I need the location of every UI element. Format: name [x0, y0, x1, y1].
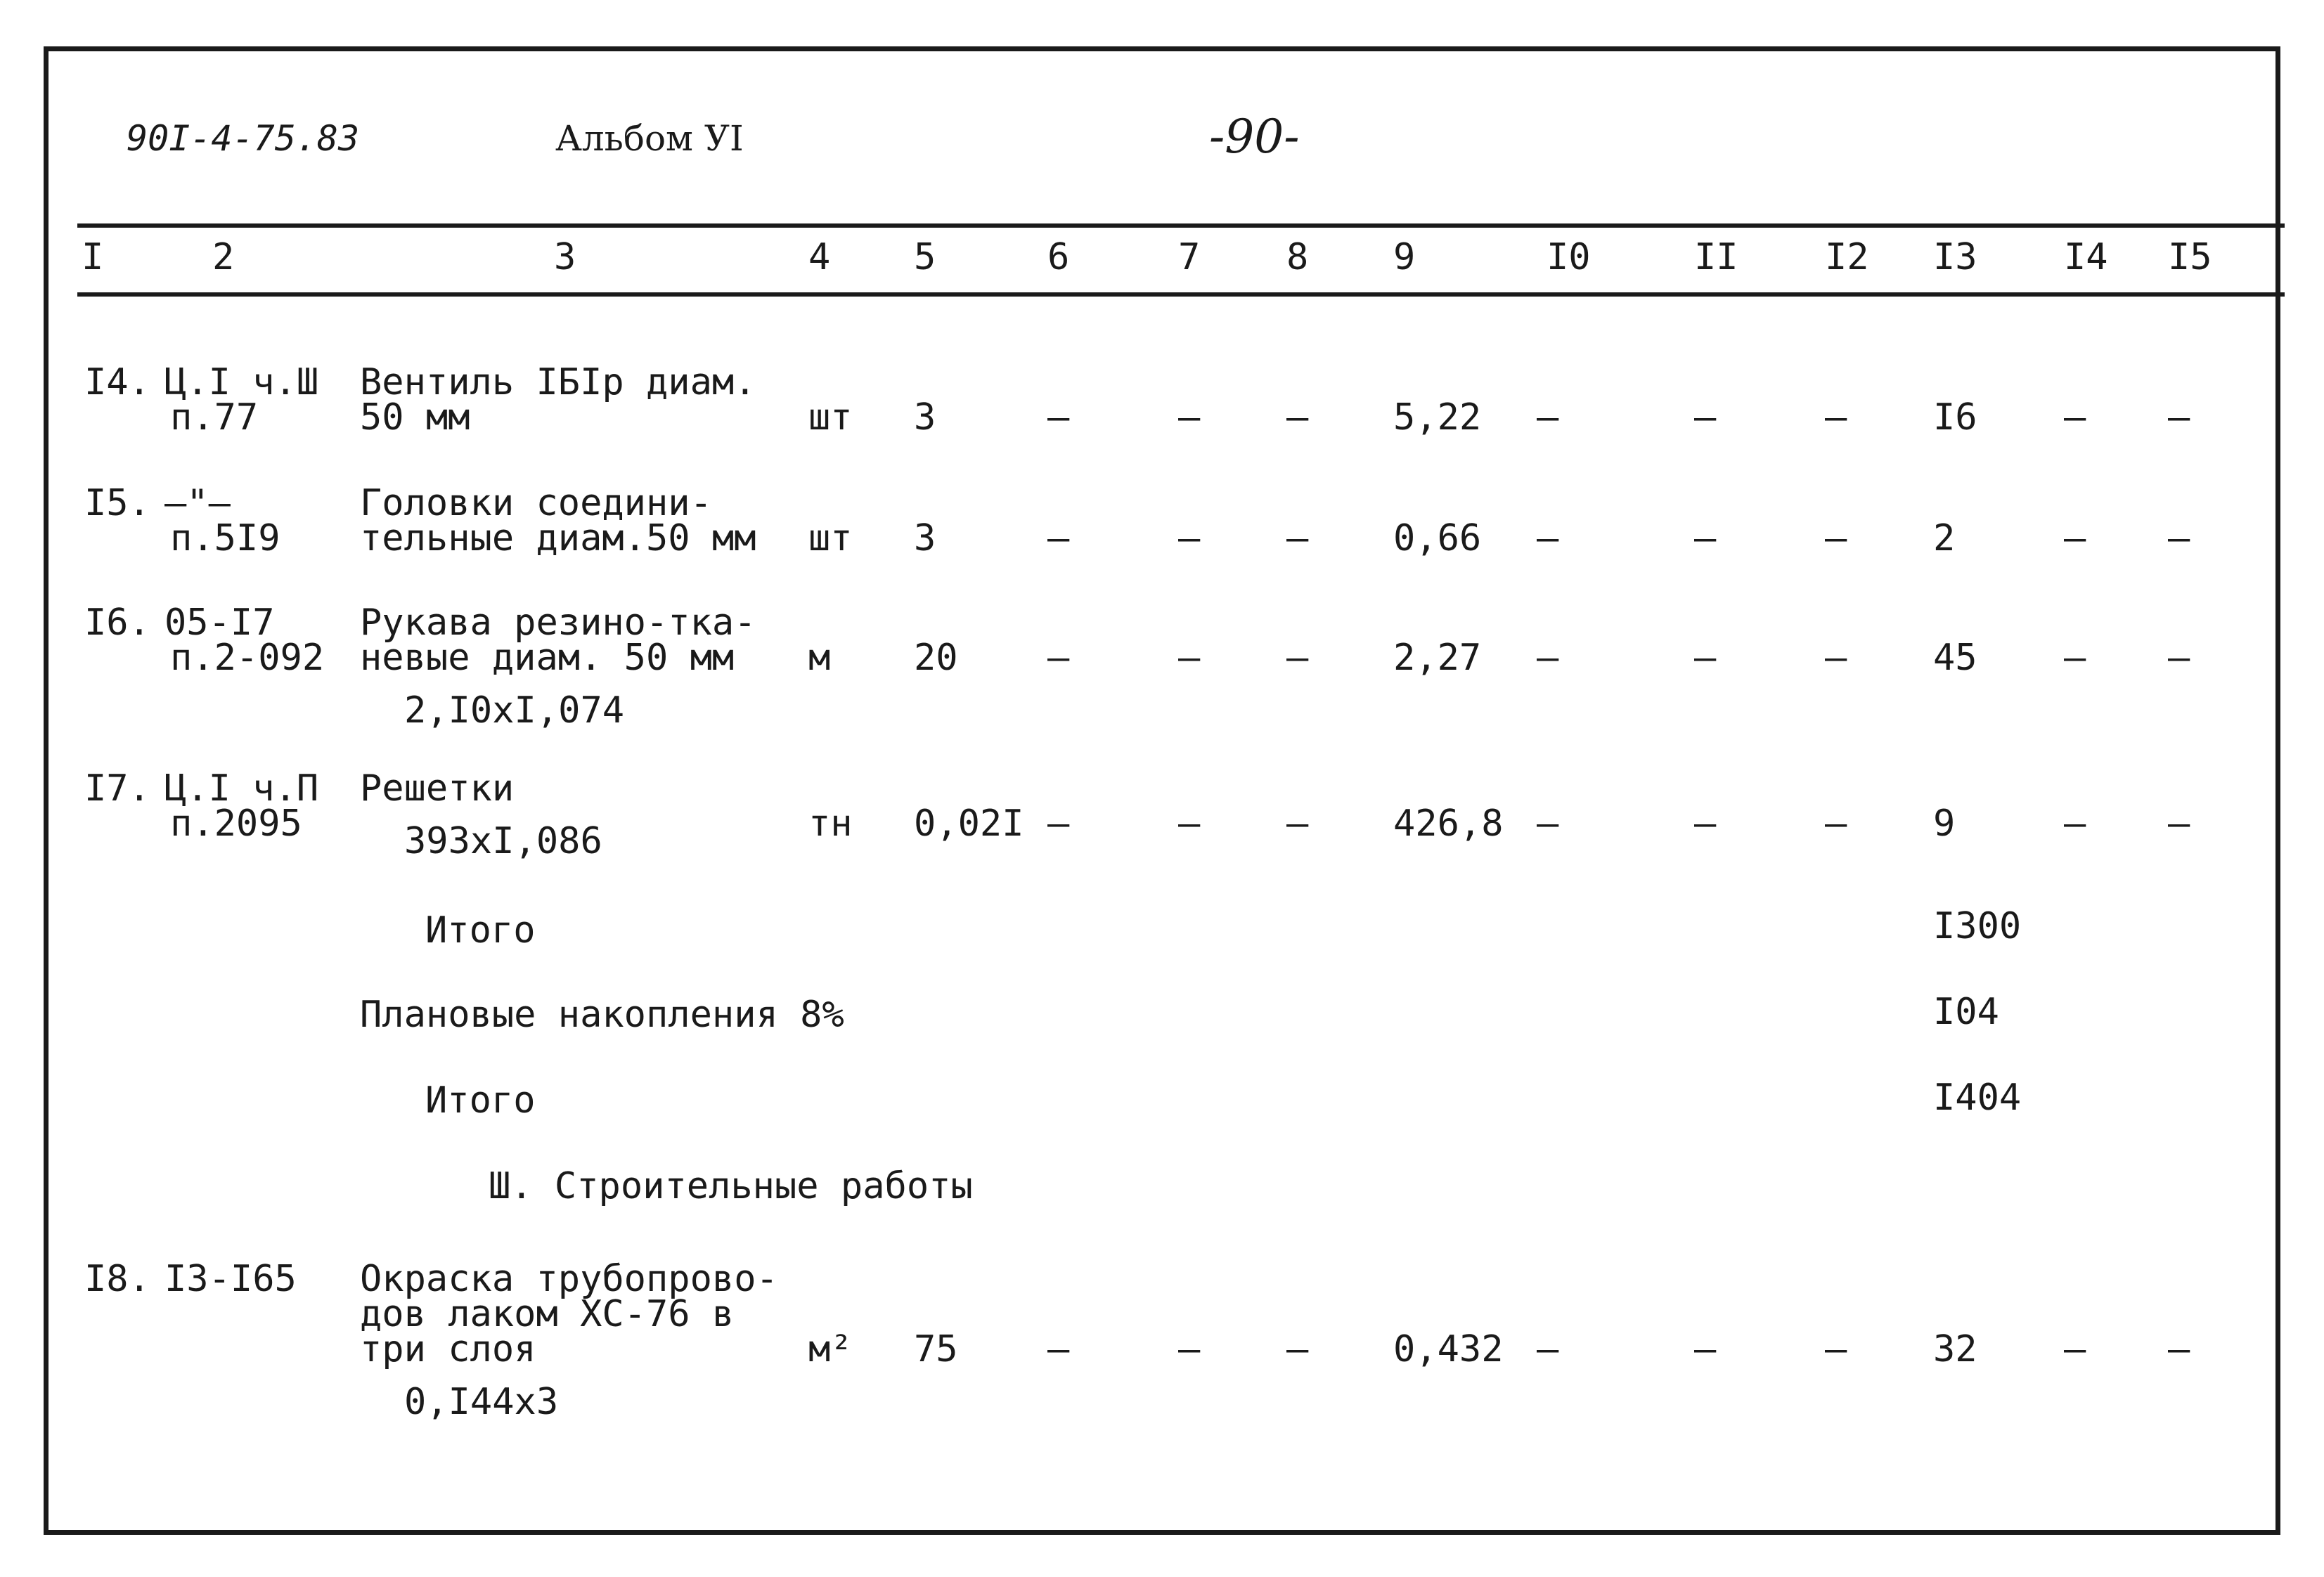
column-header: 2 [212, 236, 235, 278]
row-quantity: 3 [914, 517, 936, 559]
subtotal-value: I404 [1933, 1077, 2022, 1119]
row-unit: тн [808, 803, 853, 845]
row-name: Рукава резино-тка- [360, 602, 756, 644]
row-dash: – [1537, 637, 1559, 679]
row-dash: – [1178, 517, 1201, 559]
header-rule-top [77, 223, 2285, 228]
row-dash: – [1178, 637, 1201, 679]
row-dash: – [2168, 396, 2190, 439]
row-dash: – [1825, 803, 1847, 845]
row-code: п.77 [170, 396, 259, 439]
row-name: дов лаком ХС-76 в [360, 1293, 735, 1335]
row-dash: – [1694, 396, 1717, 439]
row-total: 32 [1933, 1328, 1977, 1370]
row-dash: – [1047, 517, 1070, 559]
column-header: 6 [1047, 236, 1070, 278]
subtotal-label: Итого [425, 909, 536, 952]
row-dash: – [1286, 517, 1309, 559]
row-number: I4. [84, 361, 150, 403]
row-name: 50 мм [360, 396, 470, 439]
section-title: Ш. Строительные работы [489, 1165, 973, 1207]
row-code: Ц.I ч.Ш [164, 361, 319, 403]
row-dash: – [2168, 637, 2190, 679]
row-price: 5,22 [1393, 396, 1482, 439]
row-dash: – [1047, 396, 1070, 439]
row-dash: – [1286, 396, 1309, 439]
row-code: п.2-092 [170, 637, 325, 679]
row-dash: – [1286, 1328, 1309, 1370]
column-header: I5 [2168, 236, 2212, 278]
row-code: Ц.I ч.П [164, 767, 319, 810]
column-header: 5 [914, 236, 936, 278]
row-dash: – [2168, 517, 2190, 559]
column-header: I2 [1825, 236, 1869, 278]
row-quantity: 3 [914, 396, 936, 439]
row-quantity: 20 [914, 637, 958, 679]
row-quantity: 0,02I [914, 803, 1024, 845]
row-formula: 393хI,086 [404, 820, 602, 862]
row-dash: – [1178, 1328, 1201, 1370]
row-dash: – [1825, 517, 1847, 559]
row-name: три слоя [360, 1328, 536, 1370]
row-unit: м [808, 637, 831, 679]
row-name: невые диам. 50 мм [360, 637, 735, 679]
row-dash: – [1825, 1328, 1847, 1370]
accrual-value: I04 [1933, 991, 1999, 1033]
row-dash: – [1825, 637, 1847, 679]
row-dash: – [2168, 803, 2190, 845]
page-number: -90- [1209, 110, 1300, 164]
row-name: Окраска трубопрово- [360, 1258, 778, 1300]
column-header: 8 [1286, 236, 1309, 278]
row-unit: шт [808, 396, 853, 439]
row-name: Решетки [360, 767, 515, 810]
row-total: 45 [1933, 637, 1977, 679]
row-price: 0,432 [1393, 1328, 1504, 1370]
row-total: 9 [1933, 803, 1956, 845]
subtotal-value: I300 [1933, 905, 2022, 947]
column-header: 3 [554, 236, 576, 278]
document-number: 90I-4-75.83 [127, 118, 360, 159]
column-header: II [1694, 236, 1738, 278]
row-name: Вентиль IБIр диам. [360, 361, 756, 403]
row-code: –"– [164, 482, 231, 524]
row-dash: – [1694, 517, 1717, 559]
row-dash: – [1178, 396, 1201, 439]
row-dash: – [1537, 1328, 1559, 1370]
row-dash: – [2064, 803, 2086, 845]
row-total: I6 [1933, 396, 1977, 439]
column-header: I [82, 236, 104, 278]
row-number: I8. [84, 1258, 150, 1300]
row-name: Головки соедини- [360, 482, 712, 524]
row-dash: – [1694, 803, 1717, 845]
header-rule-bottom [77, 292, 2285, 297]
row-dash: – [1825, 396, 1847, 439]
album-label: Альбом УI [555, 118, 744, 159]
row-dash: – [1178, 803, 1201, 845]
row-number: I7. [84, 767, 150, 810]
row-dash: – [2064, 517, 2086, 559]
row-formula: 2,I0хI,074 [404, 689, 625, 732]
row-price: 426,8 [1393, 803, 1504, 845]
row-dash: – [1286, 803, 1309, 845]
row-price: 2,27 [1393, 637, 1482, 679]
row-dash: – [1286, 637, 1309, 679]
column-header: 4 [808, 236, 831, 278]
accrual-label: Плановые накопления 8% [360, 994, 844, 1036]
row-total: 2 [1933, 517, 1956, 559]
row-dash: – [2064, 1328, 2086, 1370]
row-dash: – [1537, 396, 1559, 439]
row-price: 0,66 [1393, 517, 1482, 559]
row-unit: м² [808, 1328, 853, 1370]
column-header: 7 [1178, 236, 1201, 278]
row-dash: – [1537, 803, 1559, 845]
column-header: I4 [2064, 236, 2108, 278]
row-quantity: 75 [914, 1328, 958, 1370]
row-dash: – [1047, 803, 1070, 845]
column-header: I0 [1547, 236, 1591, 278]
row-unit: шт [808, 517, 853, 559]
row-dash: – [2064, 637, 2086, 679]
row-dash: – [1694, 1328, 1717, 1370]
row-dash: – [1047, 637, 1070, 679]
row-code: 05-I7 [164, 602, 275, 644]
row-number: I6. [84, 602, 150, 644]
row-dash: – [1047, 1328, 1070, 1370]
row-dash: – [2168, 1328, 2190, 1370]
column-header: 9 [1393, 236, 1416, 278]
subtotal-label: Итого [425, 1079, 536, 1122]
row-dash: – [2064, 396, 2086, 439]
row-dash: – [1694, 637, 1717, 679]
row-number: I5. [84, 482, 150, 524]
row-name: тельные диам.50 мм [360, 517, 756, 559]
row-formula: 0,I44х3 [404, 1381, 559, 1423]
row-code: п.5I9 [170, 517, 280, 559]
row-code: I3-I65 [164, 1258, 297, 1300]
row-code: п.2095 [170, 803, 302, 845]
column-header: I3 [1933, 236, 1977, 278]
row-dash: – [1537, 517, 1559, 559]
